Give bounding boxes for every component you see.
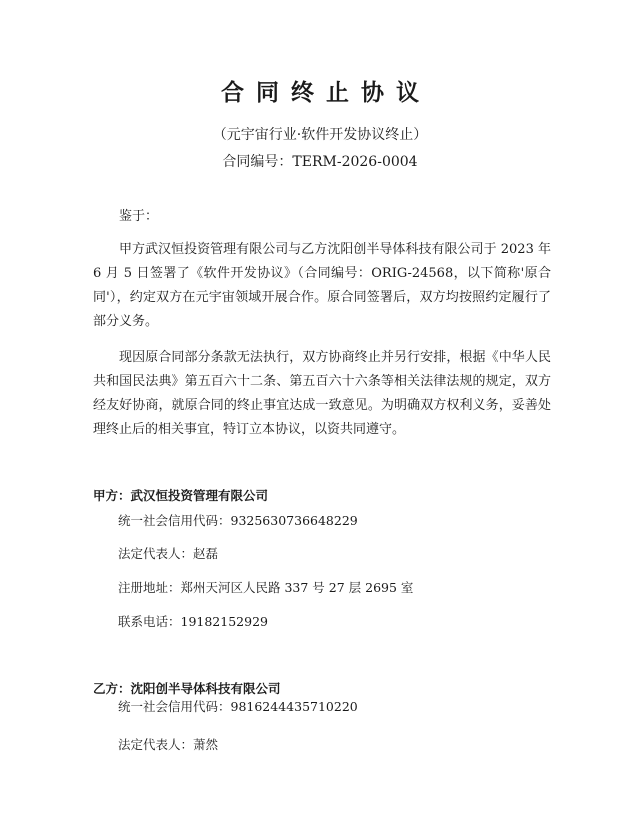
party-b-credit-code: 统一社会信用代码：9816244435710220 (118, 699, 358, 714)
party-a-heading: 甲方：武汉恒投资管理有限公司 (93, 488, 269, 503)
background-paragraph: 甲方武汉恒投资管理有限公司与乙方沈阳创半导体科技有限公司于 2023 年 6 月 5 日签署了《软件开发协议》（合同编号：ORIG-24568，以下简称'原合同'），约定双方在元宇宙领域开展合作。原合同签署后，双方均按照约定履行了部分义务。 (93, 242, 551, 329)
whereas-label: 鉴于： (119, 209, 159, 224)
document-subtitle: （元宇宙行业·软件开发协议终止） (212, 127, 428, 143)
party-b-legal-rep: 法定代表人：萧然 (118, 737, 219, 752)
party-a-credit-code: 统一社会信用代码：9325630736648229 (118, 513, 358, 528)
party-b-heading: 乙方：沈阳创半导体科技有限公司 (93, 681, 281, 696)
termination-reason-paragraph: 现因原合同部分条款无法执行，双方协商终止并另行安排，根据《中华人民共和国民法典》第五百六十二条、第五百六十六条等相关法律法规的规定，双方经友好协商，就原合同的终止事宜达成一致意见。为明确双方权利义务，妥善处理终止后的相关事宜，特订立本协议，以资共同遵守。 (93, 350, 551, 437)
document-title: 合同终止协议 (221, 80, 431, 106)
party-a-address: 注册地址：郑州天河区人民路 337 号 27 层 2695 室 (118, 580, 414, 595)
contract-number: 合同编号：TERM-2026-0004 (222, 154, 418, 170)
party-a-legal-rep: 法定代表人：赵磊 (118, 546, 219, 561)
party-a-phone: 联系电话：19182152929 (118, 614, 268, 629)
